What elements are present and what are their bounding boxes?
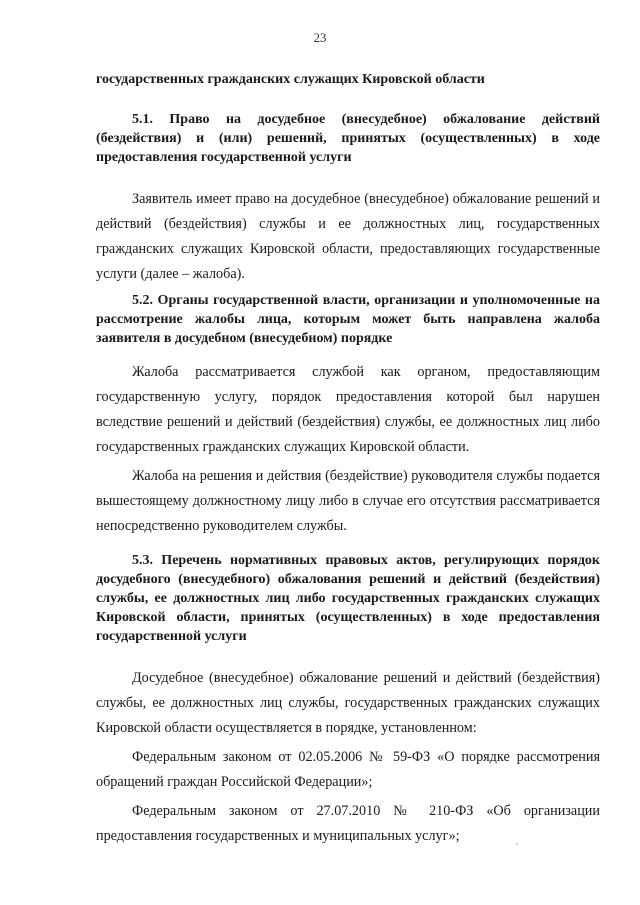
page-content — [96, 70, 600, 849]
section-heading-5-2: 5.2. Органы государственной власти, организации и уполномоченные на рассмотрение жалобы лица, которым может быть направлена жалоба заявителя в досудебном (внесудебном) порядке — [96, 293, 600, 346]
paragraph-5-3-2: Федеральным законом от 02.05.2006 № 59-ФЗ «О порядке рассмотрения обращений граждан Российской Федерации»; — [96, 749, 600, 790]
scan-speck — [516, 843, 518, 845]
continued-heading-line: государственных гражданских служащих Кировской области — [96, 72, 485, 87]
page-number: 23 — [313, 30, 327, 45]
paragraph-5-2-1: Жалоба рассматривается службой как органом, предоставляющим государственную услугу, порядок предоставления которой был нарушен вследствие решений и действий (бездействия) службы, ее должностных лиц либо государственных гражданских служащих Кировской области. — [96, 364, 600, 455]
paragraph-5-3-3: Федеральным законом от 27.07.2010 № 210-ФЗ «Об организации предоставления государственных и муниципальных услуг»; — [96, 803, 600, 844]
paragraph-5-3-1: Досудебное (внесудебное) обжалование решений и действий (бездействия) службы, ее должностных лиц службы, государственных гражданских служащих Кировской области осуществляется в порядке, установленном: — [96, 670, 600, 736]
section-heading-5-1: 5.1. Право на досудебное (внесудебное) обжалование действий (бездействия) и (или) решений, принятых (осуществленных) в ходе предоставления государственной услуги — [96, 112, 600, 165]
paragraph-5-2-2: Жалоба на решения и действия (бездействие) руководителя службы подается вышестоящему должностному лицу либо в случае его отсутствия рассматривается непосредственно руководителем службы. — [96, 468, 600, 534]
section-heading-5-3: 5.3. Перечень нормативных правовых актов, регулирующих порядок досудебного (внесудебного) обжалования решений и действий (бездействия) службы, ее должностных лиц либо государственных гражданских служащих Кировской области, принятых (осуществленных) в ходе предоставления государственной услуги — [96, 553, 600, 644]
paragraph-5-1-1: Заявитель имеет право на досудебное (внесудебное) обжалование решений и действий (бездействия) службы и ее должностных лиц, государственных гражданских служащих Кировской области, предоставляющих государственные услуги (далее – жалоба). — [96, 191, 600, 282]
